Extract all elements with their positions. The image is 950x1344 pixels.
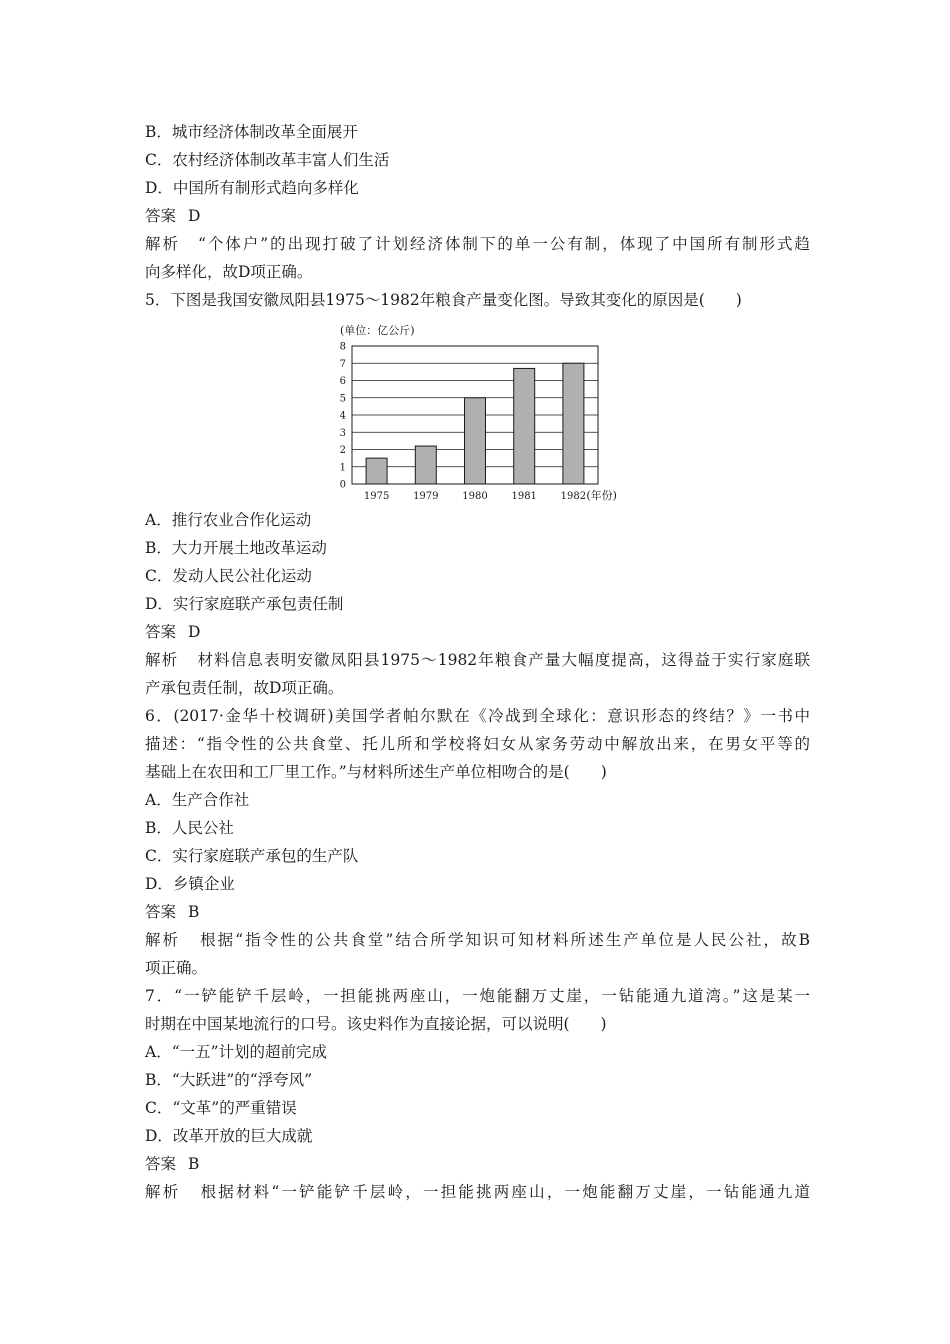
q7-option-d: D．改革开放的巨大成就 xyxy=(145,1127,313,1145)
q7-analysis-text-1: 根据材料“一铲能铲千层岭，一担能挑两座山，一炮能翻万丈崖，一钻能通九道 xyxy=(198,1183,810,1201)
y-tick-label: 4 xyxy=(339,410,346,422)
bar-1975 xyxy=(366,458,387,484)
x-tick-label: 1979 xyxy=(413,491,439,502)
q6-stem-line-3: 基础上在农田和工厂里工作。”与材料所述生产单位相吻合的是( ) xyxy=(145,763,607,781)
q6-option-c: C．实行家庭联产承包的生产队 xyxy=(145,847,359,865)
bar-1982 xyxy=(563,363,584,484)
q6-option-d: D．乡镇企业 xyxy=(145,875,235,893)
chart-unit-label: (单位：亿公斤) xyxy=(340,324,415,337)
chart-y-ticks xyxy=(340,342,346,491)
q6-stem-line-2: 描述：“指令性的公共食堂、托儿所和学校将妇女从家务劳动中解放出来，在男女平等的 xyxy=(145,735,810,753)
q4-analysis-text-1: “个体户”的出现打破了计划经济体制下的单一公有制，体现了中国所有制形式趋 xyxy=(197,235,810,253)
q5-option-d: D．实行家庭联产承包责任制 xyxy=(145,595,344,613)
q6-option-a: A．生产合作社 xyxy=(145,791,250,809)
y-tick-label: 6 xyxy=(339,376,346,387)
q7-answer xyxy=(145,1154,810,1174)
q6-stem-line-1: 6．(2017·金华十校调研)美国学者帕尔默在《冷战到全球化：意识形态的终结？》一书中 xyxy=(145,707,810,725)
q5-option-b: B．大力开展土地改革运动 xyxy=(145,539,327,557)
y-tick-label: 5 xyxy=(339,393,346,405)
grain-output-bar-chart xyxy=(330,322,630,504)
q7-option-c: C．“文革”的严重错误 xyxy=(145,1099,297,1117)
q7-option-a: A．“一五”计划的超前完成 xyxy=(145,1043,328,1061)
q7-answer-value: B xyxy=(188,1155,200,1173)
q5-answer xyxy=(145,622,810,642)
q6-analysis-line-1 xyxy=(145,930,810,950)
q7-stem-line-1: 7．“一铲能铲千层岭，一担能挑两座山，一炮能翻万丈崖，一钻能通九道湾。”这是某一 xyxy=(145,987,810,1005)
y-tick-label: 7 xyxy=(339,358,346,370)
q6-analysis-text-1: 根据“指令性的公共食堂”结合所学知识可知材料所述生产单位是人民公社，故B xyxy=(198,931,810,949)
y-tick-label: 1 xyxy=(339,462,346,474)
q6-analysis-label: 解析 xyxy=(145,931,181,949)
q6-answer-label: 答案 xyxy=(145,903,177,921)
q5-analysis-line-2: 产承包责任制，故D项正确。 xyxy=(145,679,344,697)
q7-option-b: B．“大跃进”的“浮夸风” xyxy=(145,1071,313,1089)
q4-answer-value: D xyxy=(188,207,201,225)
q4-answer xyxy=(145,206,810,226)
q5-answer-label: 答案 xyxy=(145,623,177,641)
q5-option-c: C．发动人民公社化运动 xyxy=(145,567,312,585)
x-tick-label: 1982 xyxy=(560,491,587,502)
x-tick-label: 1981 xyxy=(511,491,537,502)
q4-analysis-label: 解析 xyxy=(145,235,180,253)
q5-answer-value: D xyxy=(188,623,201,641)
x-tick-label: 1980 xyxy=(462,491,488,502)
q6-option-b: B．人民公社 xyxy=(145,819,234,837)
q7-answer-label: 答案 xyxy=(145,1155,177,1173)
x-tick-label: 1975 xyxy=(363,491,390,502)
y-tick-label: 0 xyxy=(339,479,346,491)
bar-1980 xyxy=(465,398,486,484)
q4-analysis-line-1 xyxy=(145,234,810,254)
q5-analysis-text-1: 材料信息表明安徽凤阳县1975～1982年粮食产量大幅度提高，这得益于实行家庭联 xyxy=(196,651,810,669)
q7-stem-line-2: 时期在中国某地流行的口号。该史料作为直接论据，可以说明( ) xyxy=(145,1015,607,1033)
q4-option-c: C．农村经济体制改革丰富人们生活 xyxy=(145,151,390,169)
y-tick-label: 2 xyxy=(339,445,346,456)
q6-analysis-line-2: 项正确。 xyxy=(145,959,208,977)
y-tick-label: 3 xyxy=(339,427,346,439)
q5-option-a: A．推行农业合作化运动 xyxy=(145,511,312,529)
q7-analysis-line-1 xyxy=(145,1182,810,1202)
q7-analysis-label: 解析 xyxy=(145,1183,181,1201)
q6-answer-value: B xyxy=(188,903,200,921)
q6-answer xyxy=(145,902,810,922)
q5-analysis-label: 解析 xyxy=(145,651,179,669)
q5-analysis-line-1 xyxy=(145,650,810,670)
y-tick-label: 8 xyxy=(339,341,346,353)
q4-option-d: D．中国所有制形式趋向多样化 xyxy=(145,179,359,197)
q4-option-b: B．城市经济体制改革全面展开 xyxy=(145,123,358,141)
chart-x-axis-label: (年份) xyxy=(586,489,617,502)
q5-stem: 5．下图是我国安徽凤阳县1975～1982年粮食产量变化图。导致其变化的原因是( ) xyxy=(145,291,742,309)
bar-1981 xyxy=(514,368,535,484)
q4-answer-label: 答案 xyxy=(145,207,177,225)
chart-bars xyxy=(366,363,584,484)
q4-analysis-line-2: 向多样化，故D项正确。 xyxy=(145,263,313,281)
chart-x-ticks xyxy=(364,491,586,502)
bar-1979 xyxy=(415,446,436,484)
